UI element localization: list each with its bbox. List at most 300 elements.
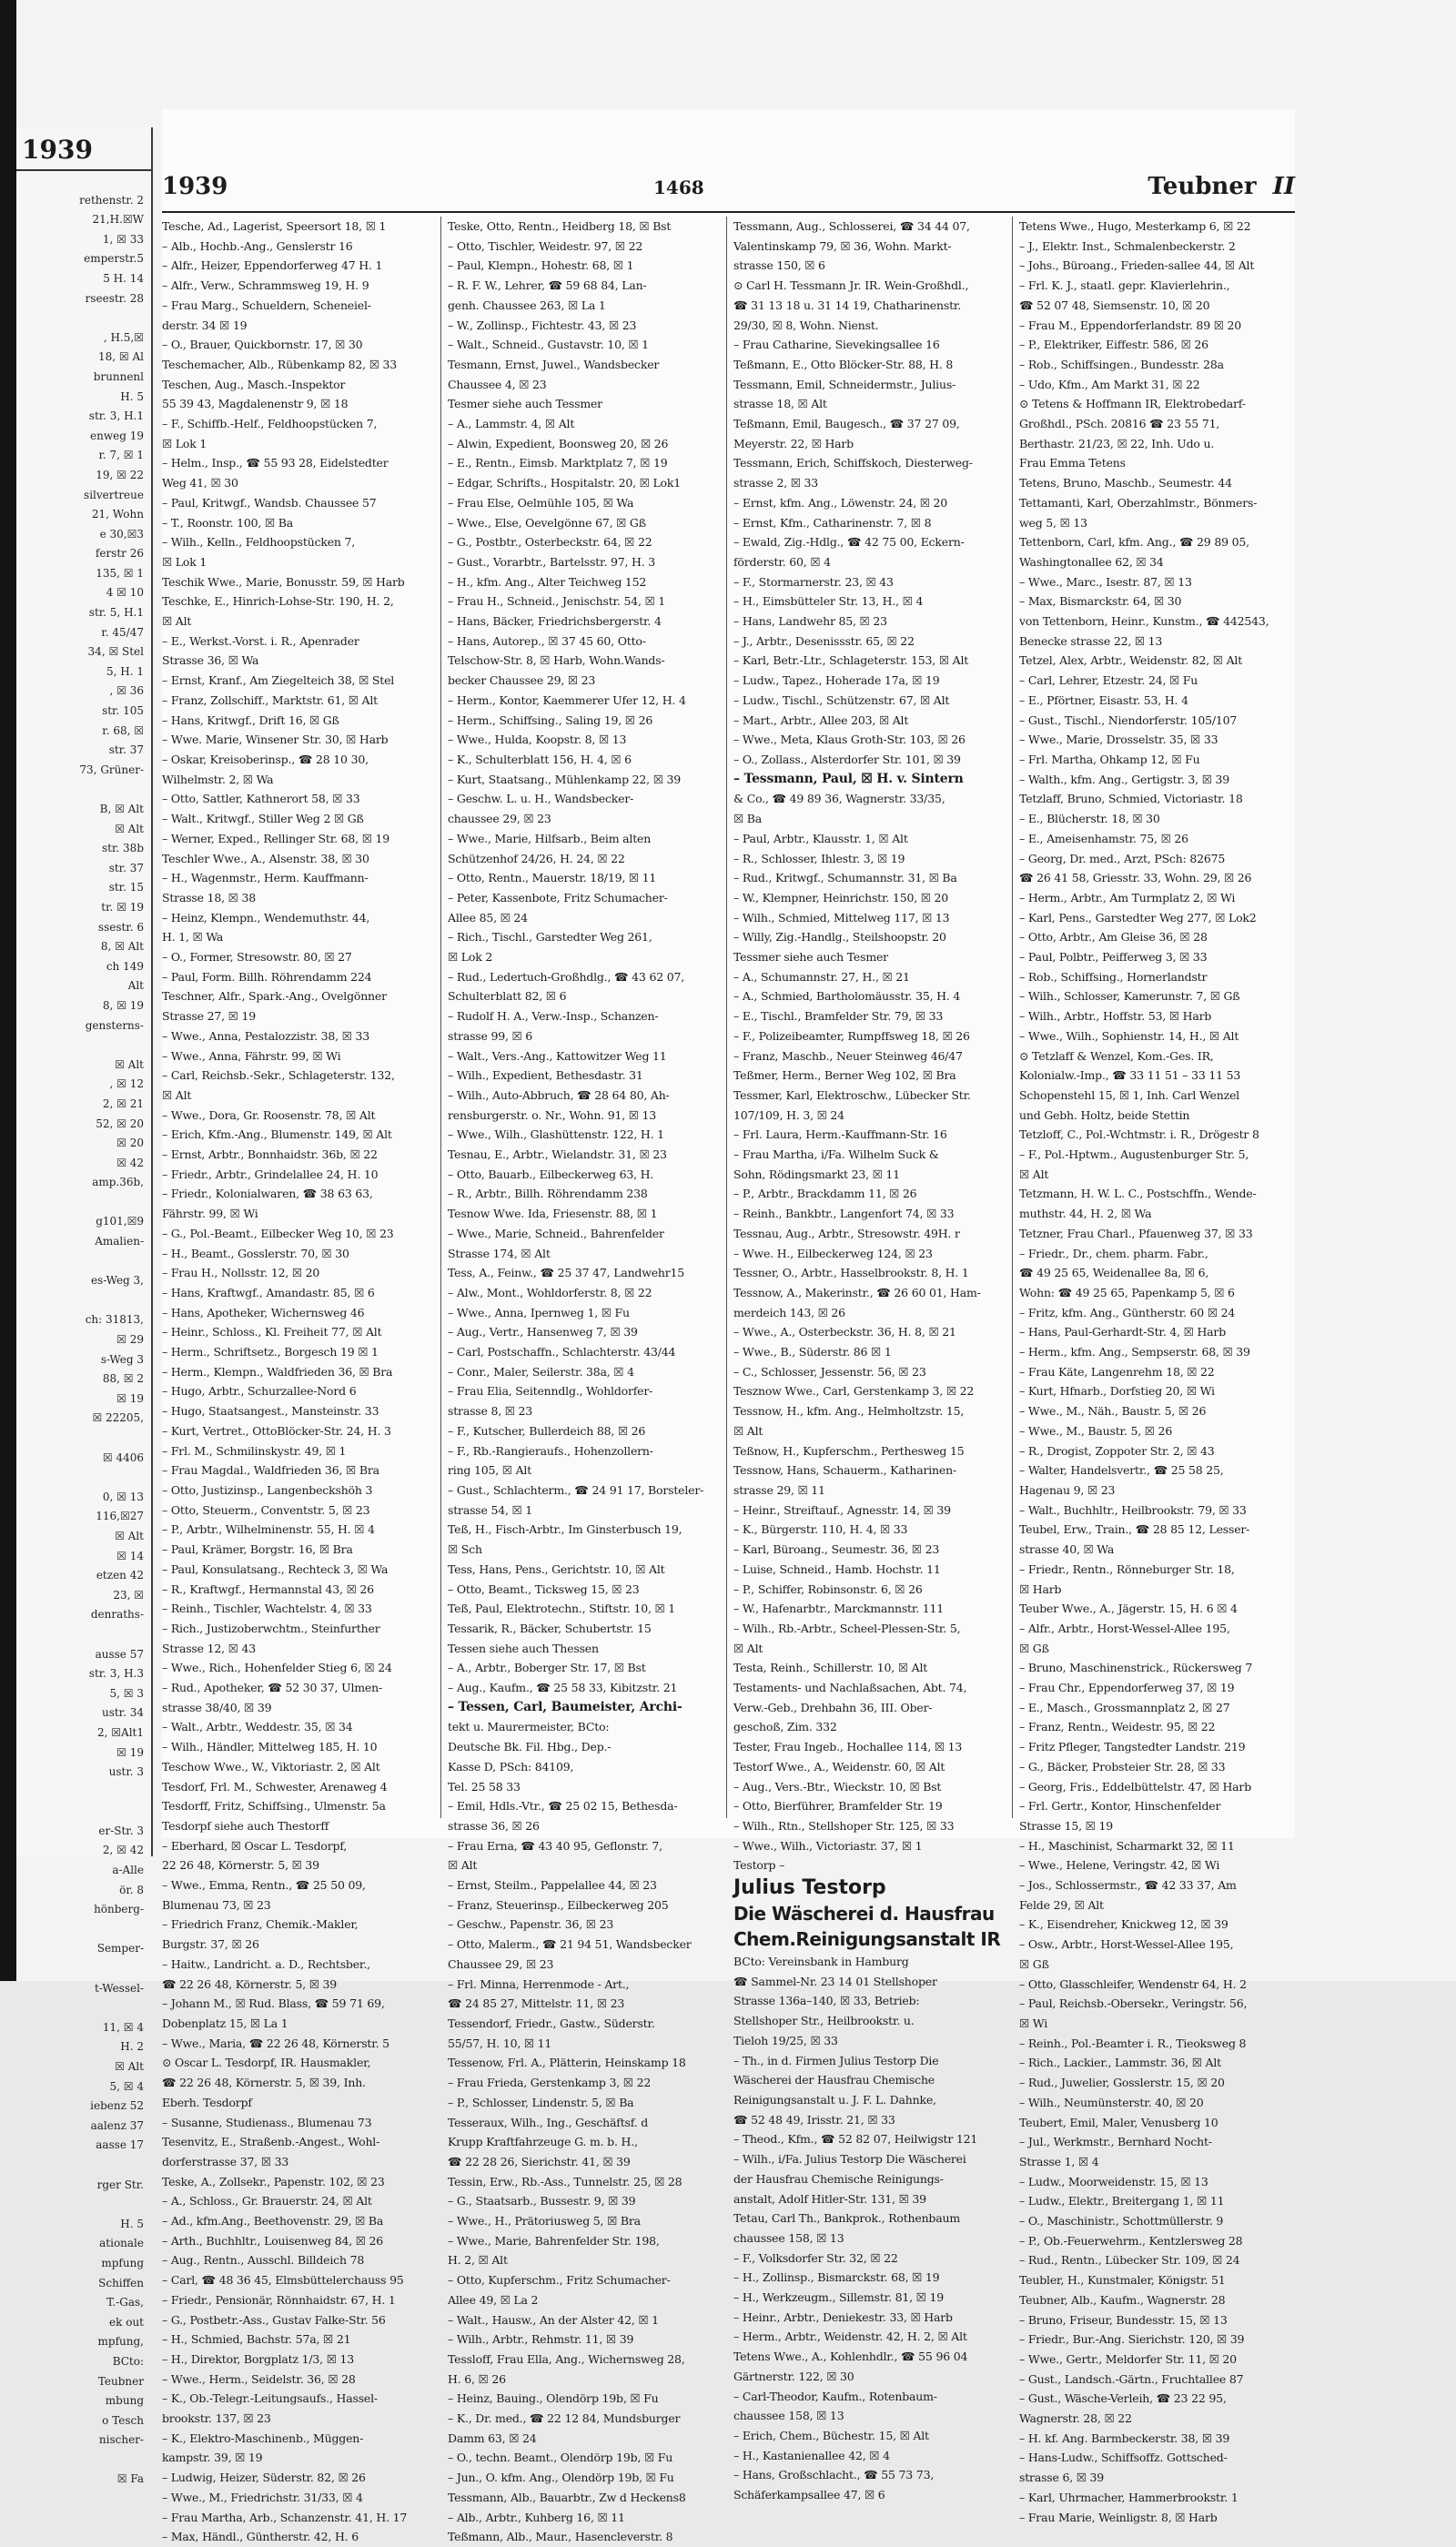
previous-page-line: , H.5,☒	[103, 330, 144, 344]
directory-entry: – Paul, Reichsb.-Obersekr., Veringstr. 56,	[1019, 1996, 1248, 2011]
previous-page-line	[16, 2195, 151, 2215]
directory-entry: – O., techn. Beamt., Olendörp 19b, ☒ Fu	[448, 2451, 673, 2465]
directory-entry: kampstr. 39, ☒ 19	[162, 2451, 263, 2465]
directory-entry: – Bruno, Maschinenstrick., Rückersweg 7	[1019, 1661, 1253, 1675]
directory-entry: – F., Schiffb.-Helf., Feldhoopstücken 7,	[162, 417, 378, 431]
directory-entry: ☎ 52 48 49, Irisstr. 21, ☒ 33	[733, 2112, 895, 2127]
directory-entry: – Walt., Kritwgf., Stiller Weg 2 ☒ Gß	[162, 812, 364, 826]
directory-entry: – Frl. K. J., staatl. gepr. Klavierlehrin.,	[1019, 278, 1230, 293]
directory-entry: strasse 99, ☒ 6	[448, 1028, 533, 1043]
directory-entry: Felde 29, ☒ Alt	[1019, 1897, 1104, 1912]
directory-entry: Teubel, Erw., Train., ☎ 28 85 12, Lesser-	[1019, 1522, 1250, 1537]
previous-page-line: amp.36b,	[92, 1176, 144, 1189]
directory-entry: ☎ Sammel-Nr. 23 14 01 Stellshoper	[733, 1974, 937, 1988]
directory-entry: – Hans, Paul-Gerhardt-Str. 4, ☒ Harb	[1019, 1325, 1226, 1339]
directory-entry: – Hugo, Arbtr., Schurzallee-Nord 6	[162, 1384, 357, 1399]
directory-entry: Tetens Wwe., Hugo, Mesterkamp 6, ☒ 22	[1019, 219, 1251, 233]
directory-entry: – J., Elektr. Inst., Schmalenbeckerstr. 2	[1019, 238, 1236, 253]
directory-entry: ☒ Alt	[733, 1641, 763, 1655]
directory-entry: ☒ Alt	[1019, 1167, 1049, 1181]
directory-entry: – Friedr., Pensionär, Rönnhaidstr. 67, H. 1	[162, 2292, 396, 2307]
previous-page-line	[16, 1193, 151, 1213]
directory-entry: – E., Rentn., Eimsb. Marktplatz 7, ☒ 19	[448, 456, 668, 470]
directory-entry: – Otto, Beamt., Ticksweg 15, ☒ 23	[448, 1582, 640, 1596]
directory-entry: ⊙ Carl H. Tessmann Jr. IR. Wein-Großhdl.,	[733, 278, 969, 293]
directory-entry: Sohn, Rödingsmarkt 23, ☒ 11	[733, 1167, 900, 1181]
directory-entry: – Conr., Maler, Seilerstr. 38a, ☒ 4	[448, 1364, 634, 1379]
directory-entry: Tessloff, Frau Ella, Ang., Wichernsweg 28,	[448, 2351, 685, 2366]
directory-entry: – O., Maschinistr., Schottmüllerstr. 9	[1019, 2214, 1224, 2229]
directory-entry: – Wwe., Anna, Fährstr. 99, ☒ Wi	[162, 1048, 341, 1063]
directory-entry: Teschke, E., Hinrich-Lohse-Str. 190, H. 2,	[162, 594, 394, 609]
directory-entry: – Walt., Arbtr., Weddestr. 35, ☒ 34	[162, 1720, 353, 1734]
directory-entry: – R., Drogist, Zoppoter Str. 2, ☒ 43	[1019, 1443, 1215, 1458]
directory-entry: ☎ 26 41 58, Griesstr. 33, Wohn. 29, ☒ 26	[1019, 871, 1252, 885]
directory-entry: Teschow Wwe., W., Viktoriastr. 2, ☒ Alt	[162, 1759, 380, 1774]
directory-entry: Tetzner, Frau Charl., Pfauenweg 37, ☒ 33	[1019, 1226, 1253, 1240]
directory-entry: – F., Kutscher, Bullerdeich 88, ☒ 26	[448, 1423, 646, 1438]
directory-entry: ☎ 31 13 18 u. 31 14 19, Chatharinenstr.	[733, 298, 962, 312]
column-1	[162, 217, 433, 2544]
previous-page-line	[16, 1036, 151, 1056]
directory-entry: förderstr. 60, ☒ 4	[733, 554, 831, 569]
directory-entry: – Frau H., Schneid., Jenischstr. 54, ☒ 1	[448, 594, 666, 609]
directory-entry: – R., Kraftwgf., Hermannstal 43, ☒ 26	[162, 1582, 374, 1596]
previous-page-line: 5, ☒ 4	[109, 2079, 144, 2093]
directory-entry: ☎ 22 26 48, Körnerstr. 5, ☒ 39, Inh.	[162, 2076, 366, 2090]
directory-entry: – Geschw. L. u. H., Wandsbecker-	[448, 792, 634, 806]
directory-entry: Dobenplatz 15, ☒ La 1	[162, 2016, 288, 2030]
directory-entry: Chaussee 29, ☒ 23	[448, 1956, 554, 1971]
section-name: Teubner	[1148, 173, 1257, 200]
previous-page-line: ☒ 14	[116, 1549, 144, 1562]
directory-entry: H. 1, ☒ Wa	[162, 930, 224, 945]
directory-entry: – Alb., Hochb.-Ang., Genslerstr 16	[162, 238, 353, 253]
directory-entry: genh. Chaussee 263, ☒ La 1	[448, 298, 606, 312]
previous-page-line: denraths-	[90, 1608, 144, 1622]
directory-entry: – Ernst, Kranf., Am Ziegelteich 38, ☒ Stel	[162, 673, 395, 688]
directory-entry: – F., Polizeibeamter, Rumpffsweg 18, ☒ 26	[733, 1028, 970, 1043]
directory-entry: – K., Bürgerstr. 110, H. 4, ☒ 33	[733, 1522, 908, 1537]
directory-entry: Tesznow Wwe., Carl, Gerstenkamp 3, ☒ 22	[733, 1384, 975, 1399]
column-divider	[726, 217, 727, 1818]
previous-page-line: ☒ 4406	[102, 1450, 144, 1464]
previous-page-line: Amalien-	[95, 1235, 144, 1248]
column-divider	[1012, 217, 1013, 1818]
directory-entry: – Wwe., Anna, Pestalozzistr. 38, ☒ 33	[162, 1028, 369, 1043]
directory-entry: – Ludw., Elektr., Breitergang 1, ☒ 11	[1019, 2194, 1225, 2208]
directory-entry: – Paul, Arbtr., Klausstr. 1, ☒ Alt	[733, 831, 908, 845]
previous-page-line: 11, ☒ 4	[102, 2020, 144, 2034]
directory-entry: – Rud., Rentn., Lübecker Str. 109, ☒ 24	[1019, 2253, 1240, 2268]
directory-entry: – Alwin, Expedient, Boonsweg 20, ☒ 26	[448, 436, 669, 450]
previous-page-line: silvertreue	[84, 488, 144, 501]
directory-entry: Teßmann, Alb., Maur., Hasencleverstr. 8	[448, 2530, 673, 2544]
directory-entry: Tessnow, A., Makerinstr., ☎ 26 60 01, Ham-	[733, 1285, 981, 1299]
directory-entry: Tessmann, Emil, Schneidermstr., Julius-	[733, 377, 956, 391]
directory-entry: ☎ 24 85 27, Mittelstr. 11, ☒ 23	[448, 1996, 625, 2011]
directory-entry: – Wwe., Anna, Ipernweg 1, ☒ Fu	[448, 1305, 630, 1319]
previous-page-line: g101,☒9	[96, 1215, 144, 1228]
directory-entry: – Gust., Wäsche-Verleih, ☎ 23 22 95,	[1019, 2391, 1227, 2406]
directory-entry: – G., Postbetr.-Ass., Gustav Falke-Str. 56	[162, 2312, 386, 2327]
directory-entry: brookstr. 137, ☒ 23	[162, 2411, 271, 2426]
previous-page-lines	[16, 171, 151, 2490]
directory-entry: strasse 38/40, ☒ 39	[162, 1700, 272, 1714]
directory-entry: Tetens, Bruno, Maschb., Seumestr. 44	[1019, 476, 1232, 490]
ad-heading: Chem.Reinigungsanstalt IR	[733, 1928, 1001, 1951]
directory-entry: – Wilh., Rb.-Arbtr., Scheel-Plessen-Str. 5,	[733, 1621, 961, 1635]
directory-entry: – Herm., kfm. Ang., Sempserstr. 68, ☒ 39	[1019, 1345, 1250, 1359]
directory-entry: Teubler, H., Kunstmaler, Königstr. 51	[1019, 2273, 1226, 2288]
directory-entry: Schopenstehl 15, ☒ 1, Inh. Carl Wenzel	[1019, 1087, 1239, 1102]
directory-entry: ☒ Alt	[162, 1087, 192, 1102]
directory-entry: – Frau Marie, Weinligstr. 8, ☒ Harb	[1019, 2510, 1218, 2524]
previous-page-line: ☒ Alt	[115, 1529, 144, 1542]
directory-entry: – Heinz, Klempn., Wendemuthstr. 44,	[162, 910, 370, 925]
directory-entry: – R., Arbtr., Billh. Röhrendamm 238	[448, 1187, 648, 1201]
previous-page-line: r. 68, ☒	[102, 723, 144, 737]
directory-entry: Tetens Wwe., A., Kohlenhdlr., ☎ 55 96 04	[733, 2350, 968, 2364]
previous-page-line: ek out	[109, 2315, 144, 2329]
directory-entry: Teschen, Aug., Masch.-Inspektor	[162, 377, 346, 391]
previous-page-line: T.-Gas,	[106, 2296, 144, 2309]
previous-page-line: brunnenl	[93, 369, 144, 383]
directory-entry: – Ernst, kfm. Ang., Löwenstr. 24, ☒ 20	[733, 495, 948, 510]
previous-page-line: o Tesch	[102, 2413, 144, 2427]
directory-entry: strasse 18, ☒ Alt	[733, 397, 827, 411]
directory-entry: Tessendorf, Friedr., Gastw., Süderstr.	[448, 2016, 655, 2030]
previous-page-line: str. 37	[108, 743, 144, 757]
directory-entry: – Bruno, Friseur, Bundesstr. 15, ☒ 13	[1019, 2312, 1228, 2327]
previous-page-line: H. 5	[120, 389, 144, 403]
previous-page-line: , ☒ 36	[109, 684, 144, 698]
previous-page-line: ☒ Alt	[115, 822, 144, 835]
directory-entry: und Gebh. Holtz, beide Stettin	[1019, 1107, 1190, 1122]
directory-entry: Strasse 12, ☒ 43	[162, 1641, 256, 1655]
directory-entry: ☒ Sch	[448, 1542, 482, 1557]
directory-entry: – Paul, Form. Billh. Röhrendamm 224	[162, 969, 372, 984]
directory-entry: Gärtnerstr. 122, ☒ 30	[733, 2369, 854, 2383]
directory-entry: – H., kfm. Ang., Alter Teichweg 152	[448, 574, 647, 589]
directory-entry: Schulterblatt 82, ☒ 6	[448, 989, 567, 1004]
directory-entry: – Jun., O. kfm. Ang., Olendörp 19b, ☒ Fu	[448, 2471, 674, 2485]
directory-entry: – Franz, Rentn., Weidestr. 95, ☒ 22	[1019, 1720, 1216, 1734]
directory-entry: weg 5, ☒ 13	[1019, 515, 1087, 530]
directory-entry: – Carl, Lehrer, Etzestr. 24, ☒ Fu	[1019, 673, 1198, 688]
directory-entry: – Aug., Rentn., Ausschl. Billdeich 78	[162, 2253, 365, 2268]
directory-entry: Großhdl., PSch. 20816 ☎ 23 55 71,	[1019, 417, 1220, 431]
directory-entry: – Rud., Ledertuch-Großhdlg., ☎ 43 62 07,	[448, 969, 685, 984]
directory-entry: – Ernst, Arbtr., Bonnhaidstr. 36b, ☒ 22	[162, 1147, 378, 1162]
directory-entry: – E., Blücherstr. 18, ☒ 30	[1019, 812, 1160, 826]
directory-entry: – Wwe., Wilh., Victoriastr. 37, ☒ 1	[733, 1838, 923, 1853]
previous-page-line: ☒ Fa	[116, 2472, 144, 2486]
directory-entry: – Paul, Kritwgf., Wandsb. Chaussee 57	[162, 495, 377, 510]
directory-entry: – Wilh., Expedient, Bethesdastr. 31	[448, 1068, 643, 1083]
previous-page-line	[16, 1429, 151, 1449]
previous-page-line: Semper-	[96, 1942, 144, 1956]
previous-page-line: 2, ☒Alt1	[97, 1725, 144, 1739]
directory-entry: Meyerstr. 22, ☒ Harb	[733, 436, 854, 450]
directory-entry: Strasse 18, ☒ 38	[162, 890, 256, 905]
directory-entry: – Reinh., Tischler, Wachtelstr. 4, ☒ 33	[162, 1602, 372, 1616]
directory-entry: – A., Schmied, Bartholomäusstr. 35, H. 4	[733, 989, 961, 1004]
directory-entry: – Carl-Theodor, Kaufm., Rotenbaum-	[733, 2389, 937, 2403]
directory-entry: – Hans, Großschlacht., ☎ 55 73 73,	[733, 2468, 935, 2482]
directory-entry: – Wilh., Rtn., Stellshoper Str. 125, ☒ 33	[733, 1818, 955, 1833]
directory-entry: – Alfr., Verw., Schrammsweg 19, H. 9	[162, 278, 369, 293]
directory-entry: – H., Beamt., Gosslerstr. 70, ☒ 30	[162, 1246, 349, 1260]
directory-entry: – Paul, Klempn., Hohestr. 68, ☒ 1	[448, 258, 634, 273]
directory-entry: – Carl, Postschaffn., Schlachterstr. 43/44	[448, 1345, 676, 1359]
previous-page-line: 18, ☒ Al	[98, 350, 144, 364]
previous-page-line: ☒ Alt	[115, 1057, 144, 1071]
previous-page-line: 5, H. 1	[106, 664, 144, 678]
directory-entry: – Gust., Vorarbtr., Bartelsstr. 97, H. 3	[448, 554, 656, 569]
column-3	[733, 217, 1005, 2502]
directory-entry: – Reinh., Pol.-Beamter i. R., Tieoksweg 8	[1019, 2036, 1247, 2050]
directory-entry: Strasse 1, ☒ 4	[1019, 2154, 1099, 2168]
directory-entry: – Wilh., Händler, Mittelweg 185, H. 10	[162, 1740, 378, 1754]
directory-entry: Valentinskamp 79, ☒ 36, Wohn. Markt-	[733, 238, 952, 253]
directory-entry: – Wwe. H., Eilbeckerweg 124, ☒ 23	[733, 1246, 933, 1260]
previous-page-line: 21, Wohn	[91, 508, 144, 521]
directory-entry: Berthastr. 21/23, ☒ 22, Inh. Udo u.	[1019, 436, 1215, 450]
directory-entry: – Helm., Insp., ☎ 55 93 28, Eidelstedter	[162, 456, 389, 470]
directory-entry: ☒ Alt	[733, 1423, 763, 1438]
directory-entry: strasse 29, ☒ 11	[733, 1483, 825, 1497]
directory-entry: – Hans, Autorep., ☒ 37 45 60, Otto-	[448, 633, 646, 648]
directory-entry: – Karl, Pens., Garstedter Weg 277, ☒ Lok2	[1019, 910, 1257, 925]
directory-entry: Reinigungsanstalt u. J. F. L. Dahnke,	[733, 2092, 936, 2107]
directory-entry: strasse 150, ☒ 6	[733, 258, 825, 273]
directory-entry: ☒ Lok 1	[162, 554, 207, 569]
directory-entry: – Ludwig, Heizer, Süderstr. 82, ☒ 26	[162, 2471, 366, 2485]
previous-page-line: r. 45/47	[101, 625, 144, 639]
directory-entry: – Wilh., i/Fa. Julius Testorp Die Wäscherei	[733, 2152, 966, 2167]
previous-page-line: , ☒ 12	[109, 1077, 144, 1091]
directory-entry: – Wilh., Arbtr., Hoffstr. 53, ☒ Harb	[1019, 1009, 1212, 1024]
directory-entry: – P., Ob.-Feuerwehrm., Kentzlersweg 28	[1019, 2233, 1243, 2248]
directory-entry: Tesdorpf siehe auch Thestorff	[162, 1818, 329, 1833]
directory-entry: – Walt., Buchhltr., Heilbrookstr. 79, ☒ 33	[1019, 1502, 1247, 1517]
directory-entry: Teschner, Alfr., Spark.-Ang., Ovelgönner	[162, 989, 387, 1004]
directory-entry: – Otto, Bauarb., Eilbeckerweg 63, H.	[448, 1167, 654, 1181]
directory-entry: – H., Kastanienallee 42, ☒ 4	[733, 2448, 890, 2462]
previous-page-line: ☒ Alt	[115, 2060, 144, 2073]
directory-entry: – Rich., Tischl., Garstedter Weg 261,	[448, 930, 652, 945]
directory-entry: Tetzmann, H. W. L. C., Postschffn., Wende-	[1019, 1187, 1257, 1201]
directory-entry: – K., Elektro-Maschinenb., Müggen-	[162, 2431, 364, 2445]
directory-entry: – Geschw., Papenstr. 36, ☒ 23	[448, 1917, 614, 1932]
directory-entry: – Frl. Minna, Herrenmode - Art.,	[448, 1976, 630, 1991]
directory-entry: – Edgar, Schrifts., Hospitalstr. 20, ☒ Lok1	[448, 476, 682, 490]
directory-entry: – Heinr., Arbtr., Deniekestr. 33, ☒ Harb	[733, 2309, 953, 2324]
directory-entry: & Co., ☎ 49 89 36, Wagnerstr. 33/35,	[733, 792, 945, 806]
directory-entry: Strasse 36, ☒ Wa	[162, 653, 259, 668]
directory-entry: – Hans, Kritwgf., Drift 16, ☒ Gß	[162, 713, 339, 727]
previous-page-line	[16, 308, 151, 328]
directory-entry: Frau Emma Tetens	[1019, 456, 1126, 470]
directory-entry: – A., Schloss., Gr. Brauerstr. 24, ☒ Alt	[162, 2194, 372, 2208]
directory-entry: Tel. 25 58 33	[448, 1779, 521, 1794]
previous-page-line: str. 5, H.1	[88, 606, 144, 620]
directory-entry: – Otto, Bierführer, Bramfelder Str. 19	[733, 1799, 943, 1814]
directory-entry: Teske, Otto, Rentn., Heidberg 18, ☒ Bst	[448, 219, 672, 233]
previous-page-line	[16, 1468, 151, 1488]
directory-entry: – Ludw., Tischl., Schützenstr. 67, ☒ Alt	[733, 692, 950, 707]
previous-page-line: aasse 17	[96, 2138, 144, 2152]
previous-page-line: a-Alle	[112, 1864, 144, 1877]
directory-entry: – Karl, Uhrmacher, Hammerbrookstr. 1	[1019, 2490, 1239, 2504]
directory-entry: chaussee 158, ☒ 13	[733, 2409, 844, 2423]
directory-entry: – H., Schmied, Bachstr. 57a, ☒ 21	[162, 2332, 351, 2347]
previous-page-line	[16, 780, 151, 800]
directory-entry: – Ludw., Moorweidenstr. 15, ☒ 13	[1019, 2174, 1208, 2188]
directory-entry: muthstr. 44, H. 2, ☒ Wa	[1019, 1207, 1152, 1221]
directory-entry: der Hausfrau Chemische Reinigungs-	[733, 2171, 944, 2186]
previous-page-line	[16, 171, 151, 191]
previous-page-line: ör. 8	[119, 1883, 144, 1896]
directory-entry: – Karl, Betr.-Ltr., Schlageterstr. 153, ☒ Alt	[733, 653, 969, 668]
directory-entry: – Frau Else, Oelmühle 105, ☒ Wa	[448, 495, 634, 510]
directory-entry: – A., Arbtr., Boberger Str. 17, ☒ Bst	[448, 1661, 646, 1675]
directory-entry: – Emil, Hdls.-Vtr., ☎ 25 02 15, Bethesda-	[448, 1799, 678, 1814]
directory-entry: Stellshoper Str., Heilbrookstr. u.	[733, 2014, 915, 2028]
directory-entry: – Ernst, Steilm., Pappelallee 44, ☒ 23	[448, 1878, 657, 1893]
directory-entry: Tetzlaff, Bruno, Schmied, Victoriastr. 18	[1019, 792, 1243, 806]
previous-page-line: 8, ☒ 19	[102, 998, 144, 1012]
previous-page-line	[16, 2451, 151, 2471]
directory-entry: – E., Tischl., Bramfelder Str. 79, ☒ 33	[733, 1009, 944, 1024]
directory-entry: – Alfr., Heizer, Eppendorferweg 47 H. 1	[162, 258, 383, 273]
directory-entry: – Paul, Konsulatsang., Rechteck 3, ☒ Wa	[162, 1562, 389, 1576]
previous-page-line	[16, 2156, 151, 2176]
directory-entry: – Heinz, Bauing., Olendörp 19b, ☒ Fu	[448, 2391, 659, 2406]
previous-page-line	[16, 1625, 151, 1645]
directory-entry: Strasse 15, ☒ 19	[1019, 1818, 1113, 1833]
directory-entry: – Wwe., Marie, Hilfsarb., Beim alten	[448, 831, 652, 845]
previous-page-line: 88, ☒ 2	[102, 1372, 144, 1386]
directory-entry: – Werner, Exped., Rellinger Str. 68, ☒ 19	[162, 831, 389, 845]
directory-entry: Tesseraux, Wilh., Ing., Geschäftsf. d	[448, 2115, 649, 2129]
directory-entry: Tessmann, Erich, Schiffskoch, Diesterweg-	[733, 456, 973, 470]
directory-entry: – Frau Catharine, Sievekingsallee 16	[733, 338, 940, 352]
previous-page-line	[16, 1291, 151, 1311]
previous-page-line: 0, ☒ 13	[102, 1490, 144, 1503]
directory-entry: – Wwe., Marie, Drosselstr. 35, ☒ 33	[1019, 733, 1218, 747]
previous-page-line: 2, ☒ 21	[102, 1097, 144, 1110]
directory-entry: Tetzel, Alex, Arbtr., Weidenstr. 82, ☒ Alt	[1019, 653, 1243, 668]
directory-entry: – F., Pol.-Hptwm., Augustenburger Str. 5,	[1019, 1147, 1249, 1162]
directory-entry: Teubert, Emil, Maler, Venusberg 10	[1019, 2115, 1218, 2129]
previous-page-line: 4 ☒ 10	[106, 586, 144, 600]
directory-entry: – Heinr., Schloss., Kl. Freiheit 77, ☒ Alt	[162, 1325, 382, 1339]
directory-entry: Damm 63, ☒ 24	[448, 2431, 537, 2445]
directory-entry: Schützenhof 24/26, H. 24, ☒ 22	[448, 851, 625, 865]
directory-entry: – G., Postbtr., Osterbeckstr. 64, ☒ 22	[448, 535, 652, 550]
directory-entry: Tetau, Carl Th., Bankprok., Rothenbaum	[733, 2211, 960, 2226]
directory-entry: – Walter, Handelsvertr., ☎ 25 58 25,	[1019, 1463, 1224, 1478]
directory-entry: – F., Rb.-Rangieraufs., Hohenzollern-	[448, 1443, 653, 1458]
directory-entry: – Frl. Laura, Herm.-Kauffmann-Str. 16	[733, 1127, 947, 1142]
column-divider	[440, 217, 441, 1818]
directory-entry: Schäferkampsallee 47, ☒ 6	[733, 2488, 885, 2502]
directory-entry: – Reinh., Bankbtr., Langenfort 74, ☒ 33	[733, 1207, 955, 1221]
directory-entry: ring 105, ☒ Alt	[448, 1463, 532, 1478]
directory-entry: – Frl. M., Schmilinskystr. 49, ☒ 1	[162, 1443, 347, 1458]
directory-entry: Telschow-Str. 8, ☒ Harb, Wohn.Wands-	[448, 653, 665, 668]
directory-entry: – Herm., Kontor, Kaemmerer Ufer 12, H. 4	[448, 692, 686, 707]
directory-entry: Testorp –	[733, 1858, 785, 1873]
directory-entry: Tieloh 19/25, ☒ 33	[733, 2033, 838, 2047]
previous-page-line: 116,☒27	[96, 1510, 144, 1523]
directory-entry: ☎ 49 25 65, Weidenallee 8a, ☒ 6,	[1019, 1266, 1209, 1280]
directory-entry: geschoß, Zim. 332	[733, 1720, 837, 1734]
directory-entry: – Wwe., Emma, Rentn., ☎ 25 50 09,	[162, 1878, 366, 1893]
directory-entry: ☒ Alt	[162, 614, 192, 629]
directory-entry: Teubner, Alb., Kaufm., Wagnerstr. 28	[1019, 2292, 1226, 2307]
directory-entry: Burgstr. 37, ☒ 26	[162, 1937, 259, 1952]
directory-entry: – Gust., Landsch.-Gärtn., Fruchtallee 87	[1019, 2371, 1244, 2386]
previous-page-line: str. 15	[108, 881, 144, 894]
directory-entry: chaussee 158, ☒ 13	[733, 2230, 844, 2245]
column-4	[1019, 217, 1290, 2524]
directory-entry: – H., Maschinist, Scharmarkt 32, ☒ 11	[1019, 1838, 1235, 1853]
directory-entry: – K., Eisendreher, Knickweg 12, ☒ 39	[1019, 1917, 1228, 1932]
directory-entry: – P., Schiffer, Robinsonstr. 6, ☒ 26	[733, 1582, 923, 1596]
directory-entry: Tessnau, Aug., Arbtr., Stresowstr. 49H. r	[733, 1226, 960, 1240]
directory-entry: – Wwe., M., Friedrichstr. 31/33, ☒ 4	[162, 2490, 363, 2504]
previous-page-line: 1, ☒ 33	[102, 232, 144, 246]
directory-entry: – Herm., Arbtr., Weidenstr. 42, H. 2, ☒ Alt	[733, 2330, 967, 2344]
previous-page-line: Teubner	[97, 2374, 144, 2388]
directory-entry: – Eberhard, ☒ Oscar L. Tesdorpf,	[162, 1838, 348, 1853]
previous-page-line: hönberg-	[94, 1903, 144, 1916]
previous-page-line: ustr. 3	[108, 1765, 144, 1779]
previous-page-line: Alt	[127, 979, 144, 993]
directory-entry: – A., Lammstr. 4, ☒ Alt	[448, 417, 575, 431]
directory-entry: Teßmann, E., Otto Blöcker-Str. 88, H. 8	[733, 357, 954, 371]
directory-entry: – Friedr., Bur.-Ang. Sierichstr. 120, ☒ 39	[1019, 2332, 1245, 2347]
directory-entry: – H., Wagenmstr., Herm. Kauffmann-	[162, 871, 369, 885]
page-number: 1468	[653, 177, 704, 198]
directory-entry: – H. kf. Ang. Barmbeckerstr. 38, ☒ 39	[1019, 2431, 1230, 2445]
directory-entry: ☎ 52 07 48, Siemsenstr. 10, ☒ 20	[1019, 298, 1210, 312]
directory-entry: strasse 2, ☒ 33	[733, 476, 819, 490]
directory-entry: – Hans, Bäcker, Friedrichsbergerstr. 4	[448, 614, 662, 629]
directory-entry: strasse 8, ☒ 23	[448, 1404, 533, 1419]
directory-entry: Teß, Paul, Elektrotechn., Stiftstr. 10, ☒ 1	[448, 1602, 676, 1616]
directory-entry: – Otto, Rentn., Mauerstr. 18/19, ☒ 11	[448, 871, 657, 885]
directory-entry: – Rob., Schiffsingen., Bundesstr. 28a	[1019, 357, 1224, 371]
directory-entry: Wohn: ☎ 49 25 65, Papenkamp 5, ☒ 6	[1019, 1285, 1235, 1299]
previous-page-line	[16, 1920, 151, 1940]
directory-entry: Testorf Wwe., A., Weidenstr. 60, ☒ Alt	[733, 1759, 945, 1774]
featured-entry: – Tessen, Carl, Baumeister, Archi-	[448, 1699, 682, 1714]
directory-entry: – Wwe., Marc., Isestr. 87, ☒ 13	[1019, 574, 1192, 589]
directory-entry: rensburgerstr. o. Nr., Wohn. 91, ☒ 13	[448, 1107, 657, 1122]
directory-entry: Chaussee 4, ☒ 23	[448, 377, 547, 391]
directory-entry: strasse 40, ☒ Wa	[1019, 1542, 1115, 1557]
directory-entry: – P., Elektriker, Eiffestr. 586, ☒ 26	[1019, 338, 1208, 352]
directory-entry: chaussee 29, ☒ 23	[448, 812, 551, 826]
directory-entry: – W., Klempner, Heinrichstr. 150, ☒ 20	[733, 890, 949, 905]
directory-entry: – Wwe., H., Prätoriusweg 5, ☒ Bra	[448, 2214, 641, 2229]
directory-entry: Tessmann, Alb., Bauarbtr., Zw d Heckens8	[448, 2490, 686, 2504]
previous-page-line	[16, 1998, 151, 2018]
